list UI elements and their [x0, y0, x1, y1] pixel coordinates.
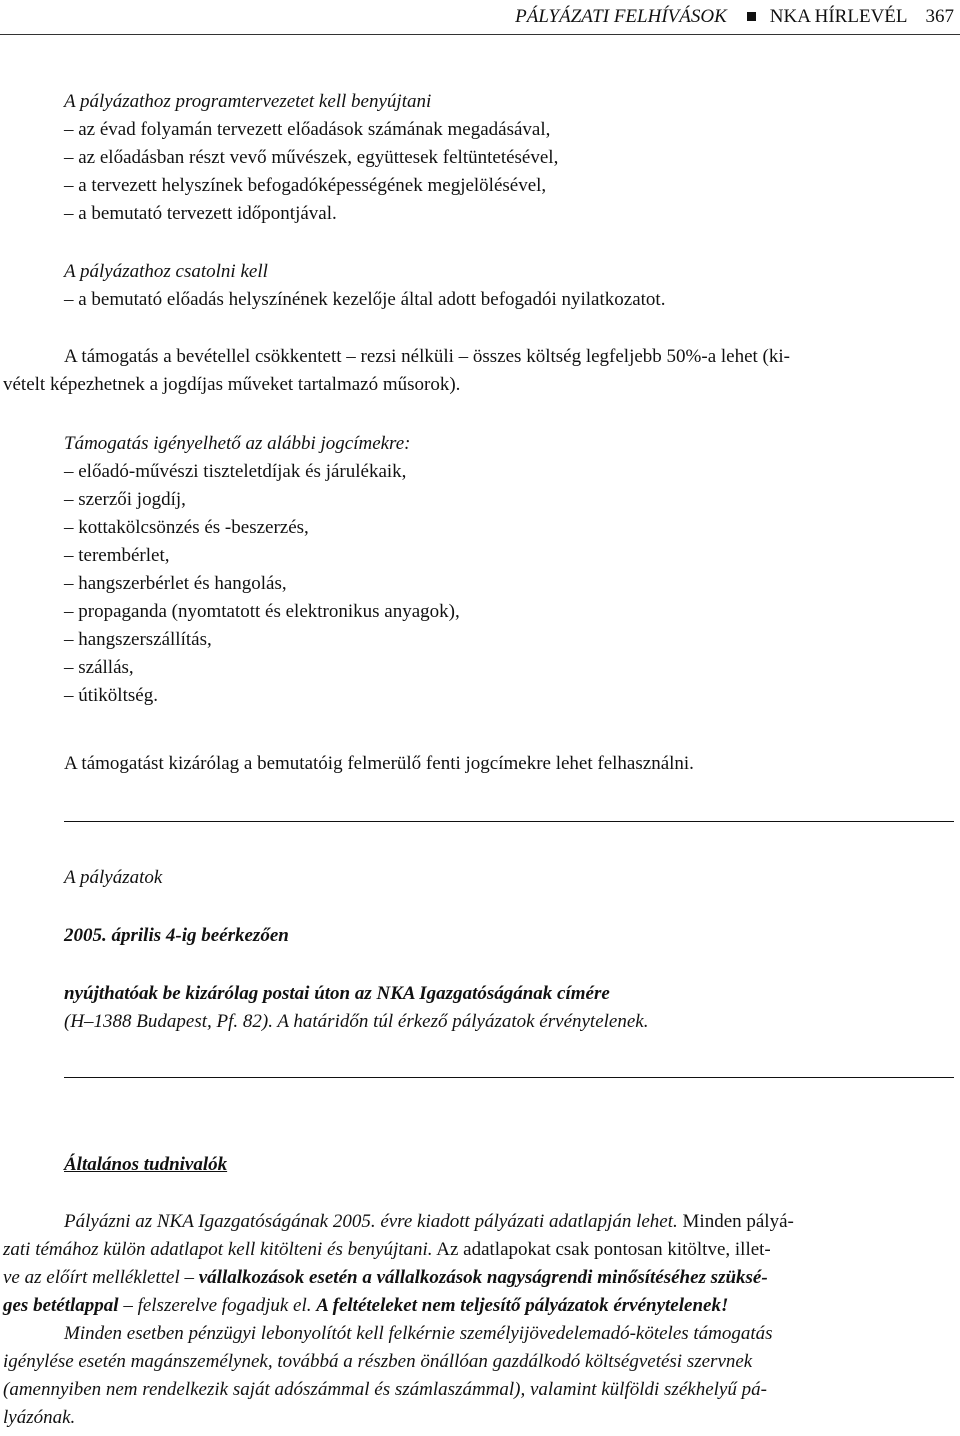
general-bold-text: ges betétlappal: [3, 1295, 119, 1316]
eligible-item: – propaganda (nyomtatott és elektronikus anyagok),: [64, 601, 460, 622]
finance-line: lyázónak.: [3, 1407, 76, 1428]
general-line: [3, 1236, 771, 1264]
square-bullet-icon: [747, 12, 756, 21]
deadline-date: 2005. április 4-ig beérkezően: [64, 925, 289, 946]
program-item: – a bemutató tervezett időpontjával.: [64, 203, 337, 224]
program-intro: A pályázathoz programtervezetet kell benyújtani: [64, 91, 432, 112]
eligible-item: – hangszerbérlet és hangolás,: [64, 573, 287, 594]
support-paragraph-line: vételt képezhetnek a jogdíjas műveket tartalmazó műsorok).: [3, 374, 461, 395]
divider: [64, 821, 954, 822]
finance-line: (amennyiben nem rendelkezik saját adószámmal és számlaszámmal), valamint külföldi székhelyű pá-: [3, 1379, 767, 1400]
general-text: Minden pályá-: [677, 1211, 794, 1232]
eligible-item: – szerzői jogdíj,: [64, 489, 186, 510]
running-header: [0, 0, 960, 35]
attach-item: – a bemutató előadás helyszínének kezelője által adott befogadói nyilatkozatot.: [64, 289, 666, 310]
header-text: [515, 6, 954, 28]
support-paragraph-line: A támogatás a bevétellel csökkentett – rezsi nélküli – összes költség legfeljebb 50%-a lehet (ki-: [64, 346, 790, 367]
general-text: Az adatlapokat csak pontosan kitöltve, illet-: [432, 1239, 771, 1260]
general-text: Pályázni az NKA Igazgatóságának 2005. évre kiadott pályázati adatlapján lehet.: [64, 1211, 678, 1232]
general-text: zati témához külön adatlapot kell kitölteni és benyújtani.: [3, 1239, 433, 1260]
eligible-intro: Támogatás igényelhető az alábbi jogcímekre:: [64, 433, 411, 454]
eligible-item: – előadó-művészi tiszteletdíjak és járulékaik,: [64, 461, 407, 482]
general-line: [3, 1264, 768, 1292]
eligible-item: – szállás,: [64, 657, 134, 678]
eligible-item: – kottakölcsönzés és -beszerzés,: [64, 517, 309, 538]
general-bold-text: vállalkozások esetén a vállalkozások nagyságrendi minősítéséhez szüksé-: [198, 1267, 768, 1288]
deadline-address: (H–1388 Budapest, Pf. 82). A határidőn túl érkező pályázatok érvénytelenek.: [64, 1011, 649, 1032]
deadline-label: A pályázatok: [64, 867, 163, 888]
usage-note: A támogatást kizárólag a bemutatóig felmerülő fenti jogcímekre lehet felhasználni.: [64, 753, 694, 774]
program-item: – az előadásban részt vevő művészek, együttesek feltüntetésével,: [64, 147, 559, 168]
finance-line: igénylése esetén magánszemélynek, továbbá a részben önállóan gazdálkodó költségvetési szervnek: [3, 1351, 753, 1372]
deadline-submit: nyújthatóak be kizárólag postai úton az NKA Igazgatóságának címére: [64, 983, 610, 1004]
program-item: – a tervezett helyszínek befogadóképességének megjelölésével,: [64, 175, 547, 196]
general-line: [64, 1208, 794, 1236]
finance-line: Minden esetben pénzügyi lebonyolítót kell felkérnie személyijövedelemadó-köteles támogatás: [64, 1323, 773, 1344]
eligible-item: – hangszerszállítás,: [64, 629, 212, 650]
page-number: 367: [925, 6, 954, 27]
general-line: [3, 1292, 728, 1320]
header-newsletter: NKA HÍRLEVÉL: [769, 6, 908, 27]
eligible-item: – terembérlet,: [64, 545, 170, 566]
header-section: PÁLYÁZATI FELHÍVÁSOK: [515, 6, 727, 27]
program-item: – az évad folyamán tervezett előadások számának megadásával,: [64, 119, 551, 140]
divider: [64, 1077, 954, 1078]
invalid-warning: A feltételeket nem teljesítő pályázatok érvénytelenek!: [316, 1295, 729, 1316]
general-title: Általános tudnivalók: [64, 1154, 228, 1175]
attach-intro: A pályázathoz csatolni kell: [64, 261, 268, 282]
eligible-item: – útiköltség.: [64, 685, 158, 706]
general-text: ve az előírt melléklettel –: [3, 1267, 199, 1288]
general-text: – felszerelve fogadjuk el.: [118, 1295, 317, 1316]
